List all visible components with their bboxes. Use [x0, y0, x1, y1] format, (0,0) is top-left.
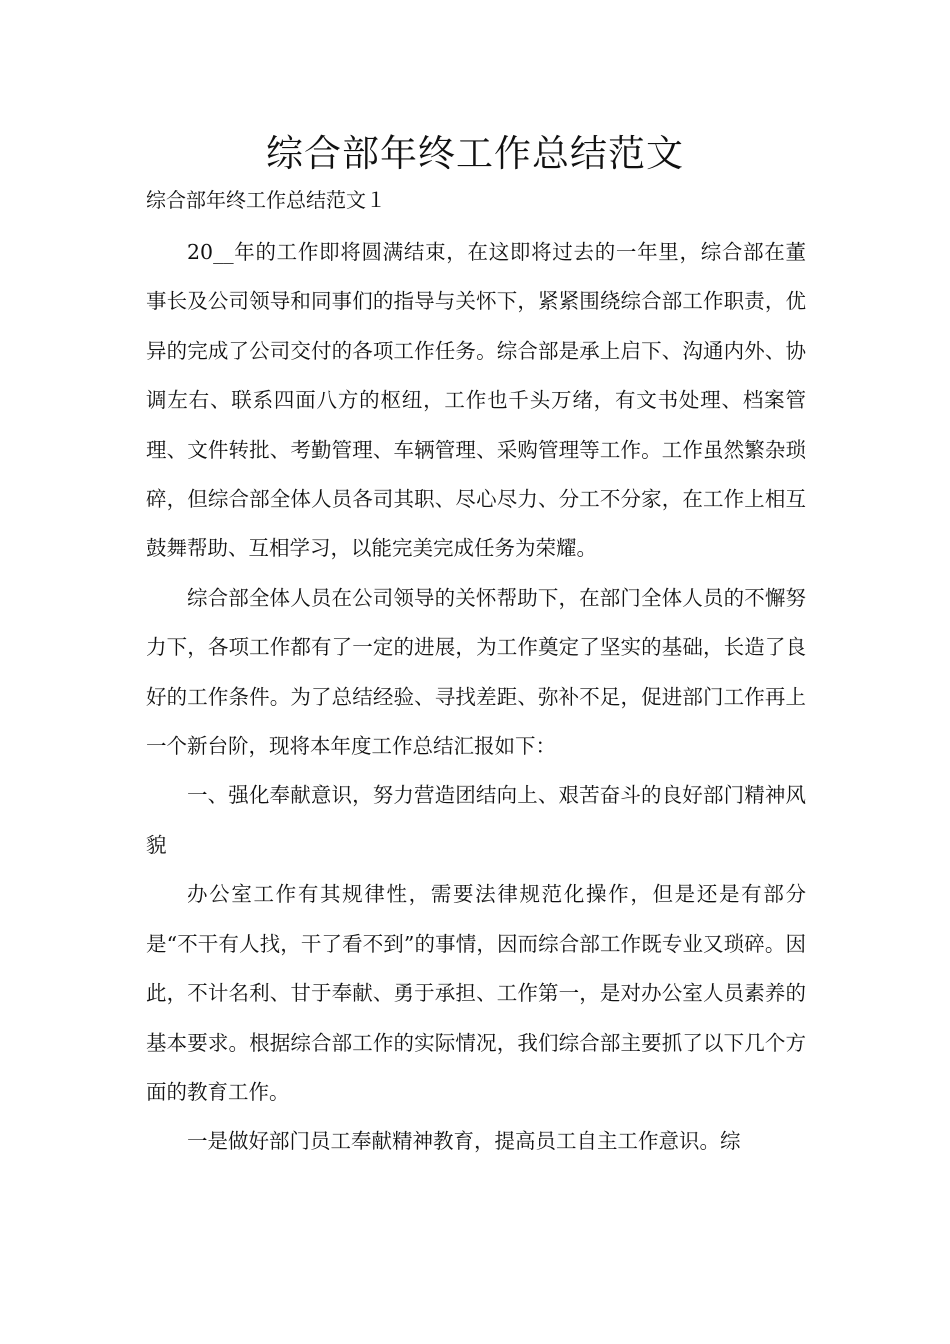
section-heading: 一、强化奉献意识，努力营造团结向上、艰苦奋斗的良好部门精神风貌 [146, 783, 806, 857]
document-subtitle: 综合部年终工作总结范文１ [146, 188, 386, 212]
paragraph: 办公室工作有其规律性，需要法律规范化操作，但是还是有部分是“不干有人找，干了看不到”的事情，因而综合部工作既专业又琐碎。因此，不计名利、甘于奉献、勇于承担、工作第一，是对办公室人员素养的基本要求。根据综合部工作的实际情况，我们综合部主要抓了以下几个方面的教育工作。 [146, 882, 806, 1104]
document-title: 综合部年终工作总结范文 [266, 132, 684, 175]
paragraph: 20__年的工作即将圆满结束，在这即将过去的一年里，综合部在董事长及公司领导和同事们的指导与关怀下，紧紧围绕综合部工作职责，优异的完成了公司交付的各项工作任务。综合部是承上启下、沟通内外、协调左右、联系四面八方的枢纽，工作也千头万绪，有文书处理、档案管理、文件转批、考勤管理、车辆管理、采购管理等工作。工作虽然繁杂琐碎，但综合部全体人员各司其职、尽心尽力、分工不分家，在工作上相互鼓舞帮助、互相学习，以能完美完成任务为荣耀。 [146, 240, 806, 561]
document-body [146, 228, 806, 1167]
paragraph: 综合部全体人员在公司领导的关怀帮助下，在部门全体人员的不懈努力下，各项工作都有了一定的进展，为工作奠定了坚实的基础，长造了良好的工作条件。为了总结经验、寻找差距、弥补不足，促进部门工作再上一个新台阶，现将本年度工作总结汇报如下： [146, 585, 806, 759]
paragraph: 一是做好部门员工奉献精神教育，提高员工自主工作意识。综 [187, 1129, 741, 1154]
